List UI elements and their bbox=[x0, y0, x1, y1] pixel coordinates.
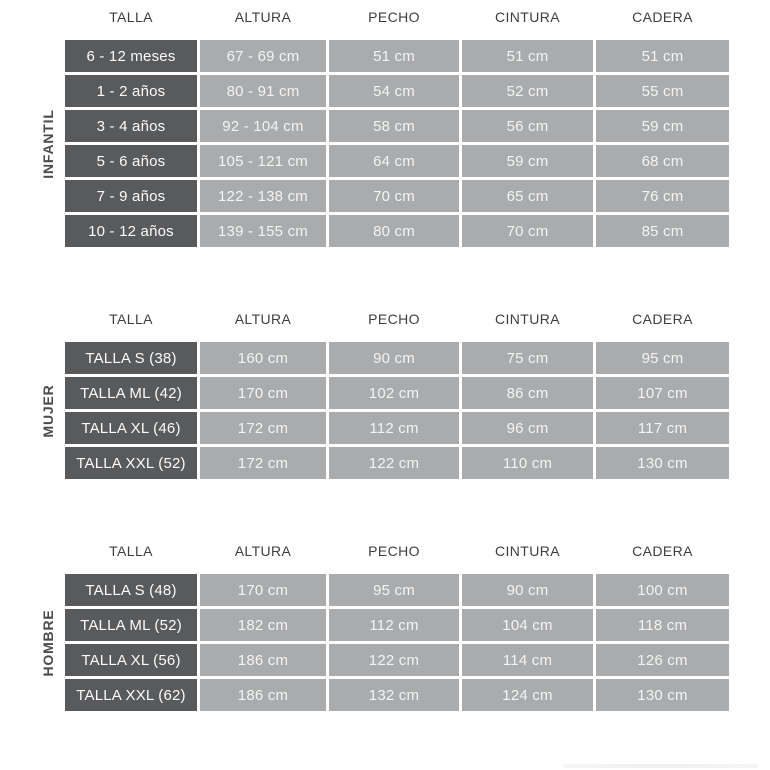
column-header-altura: ALTURA bbox=[234, 311, 292, 327]
size-cell: TALLA S (38) bbox=[65, 342, 197, 374]
table-body bbox=[40, 40, 729, 247]
table-body bbox=[40, 342, 729, 479]
value-cell: 59 cm bbox=[596, 110, 729, 142]
value-cell: 170 cm bbox=[200, 574, 326, 606]
value-cell: 112 cm bbox=[329, 412, 459, 444]
value-cell: 130 cm bbox=[596, 679, 729, 711]
table-row bbox=[65, 40, 729, 72]
value-cell: 68 cm bbox=[596, 145, 729, 177]
value-cell: 186 cm bbox=[200, 679, 326, 711]
section-mujer bbox=[40, 310, 729, 479]
value-cell: 118 cm bbox=[596, 609, 729, 641]
column-header-talla: TALLA bbox=[109, 9, 153, 25]
table-row bbox=[65, 447, 729, 479]
value-cell: 58 cm bbox=[329, 110, 459, 142]
size-cell: 7 - 9 años bbox=[65, 180, 197, 212]
value-cell: 90 cm bbox=[329, 342, 459, 374]
value-cell: 139 - 155 cm bbox=[200, 215, 326, 247]
column-header-cadera: CADERA bbox=[632, 311, 693, 327]
value-cell: 110 cm bbox=[462, 447, 593, 479]
value-cell: 130 cm bbox=[596, 447, 729, 479]
value-cell: 100 cm bbox=[596, 574, 729, 606]
value-cell: 85 cm bbox=[596, 215, 729, 247]
value-cell: 55 cm bbox=[596, 75, 729, 107]
value-cell: 95 cm bbox=[596, 342, 729, 374]
size-cell: TALLA S (48) bbox=[65, 574, 197, 606]
table-row bbox=[65, 215, 729, 247]
table-row bbox=[65, 342, 729, 374]
size-cell: TALLA ML (52) bbox=[65, 609, 197, 641]
table-row bbox=[65, 644, 729, 676]
column-header-pecho: PECHO bbox=[368, 9, 420, 25]
table-row bbox=[65, 377, 729, 409]
value-cell: 114 cm bbox=[462, 644, 593, 676]
value-cell: 95 cm bbox=[329, 574, 459, 606]
section-label-hombre: HOMBRE bbox=[40, 608, 56, 677]
value-cell: 70 cm bbox=[329, 180, 459, 212]
value-cell: 105 - 121 cm bbox=[200, 145, 326, 177]
value-cell: 172 cm bbox=[200, 412, 326, 444]
table-row bbox=[65, 75, 729, 107]
value-cell: 52 cm bbox=[462, 75, 593, 107]
size-cell: 5 - 6 años bbox=[65, 145, 197, 177]
value-cell: 96 cm bbox=[462, 412, 593, 444]
value-cell: 70 cm bbox=[462, 215, 593, 247]
value-cell: 172 cm bbox=[200, 447, 326, 479]
value-cell: 67 - 69 cm bbox=[200, 40, 326, 72]
value-cell: 64 cm bbox=[329, 145, 459, 177]
section-label-mujer: MUJER bbox=[40, 383, 56, 438]
column-header-cintura: CINTURA bbox=[494, 543, 561, 559]
value-cell: 59 cm bbox=[462, 145, 593, 177]
value-cell: 122 - 138 cm bbox=[200, 180, 326, 212]
faint-watermark bbox=[563, 764, 758, 768]
size-cell: TALLA XXL (62) bbox=[65, 679, 197, 711]
value-cell: 122 cm bbox=[329, 644, 459, 676]
value-cell: 112 cm bbox=[329, 609, 459, 641]
column-header-cadera: CADERA bbox=[632, 543, 693, 559]
value-cell: 75 cm bbox=[462, 342, 593, 374]
table-row bbox=[65, 110, 729, 142]
size-cell: 10 - 12 años bbox=[65, 215, 197, 247]
value-cell: 107 cm bbox=[596, 377, 729, 409]
size-cell: 6 - 12 meses bbox=[65, 40, 197, 72]
section-infantil bbox=[40, 8, 729, 247]
column-header-row bbox=[65, 542, 729, 560]
value-cell: 132 cm bbox=[329, 679, 459, 711]
value-cell: 102 cm bbox=[329, 377, 459, 409]
value-cell: 124 cm bbox=[462, 679, 593, 711]
column-header-row bbox=[65, 310, 729, 328]
column-header-altura: ALTURA bbox=[234, 9, 292, 25]
value-cell: 56 cm bbox=[462, 110, 593, 142]
value-cell: 51 cm bbox=[462, 40, 593, 72]
column-header-cadera: CADERA bbox=[632, 9, 693, 25]
table-row bbox=[65, 180, 729, 212]
value-cell: 186 cm bbox=[200, 644, 326, 676]
value-cell: 80 cm bbox=[329, 215, 459, 247]
column-header-talla: TALLA bbox=[109, 311, 153, 327]
column-header-pecho: PECHO bbox=[368, 311, 420, 327]
value-cell: 51 cm bbox=[596, 40, 729, 72]
value-cell: 182 cm bbox=[200, 609, 326, 641]
value-cell: 51 cm bbox=[329, 40, 459, 72]
size-cell: 1 - 2 años bbox=[65, 75, 197, 107]
column-header-pecho: PECHO bbox=[368, 543, 420, 559]
table-body bbox=[40, 574, 729, 711]
size-cell: TALLA XL (46) bbox=[65, 412, 197, 444]
value-cell: 117 cm bbox=[596, 412, 729, 444]
value-cell: 86 cm bbox=[462, 377, 593, 409]
table-row bbox=[65, 145, 729, 177]
column-header-cintura: CINTURA bbox=[494, 311, 561, 327]
value-cell: 170 cm bbox=[200, 377, 326, 409]
section-hombre bbox=[40, 542, 729, 711]
value-cell: 122 cm bbox=[329, 447, 459, 479]
column-header-row bbox=[65, 8, 729, 26]
value-cell: 104 cm bbox=[462, 609, 593, 641]
column-header-altura: ALTURA bbox=[234, 543, 292, 559]
value-cell: 65 cm bbox=[462, 180, 593, 212]
value-cell: 90 cm bbox=[462, 574, 593, 606]
table-row bbox=[65, 412, 729, 444]
value-cell: 80 - 91 cm bbox=[200, 75, 326, 107]
size-cell: 3 - 4 años bbox=[65, 110, 197, 142]
table-row bbox=[65, 679, 729, 711]
value-cell: 160 cm bbox=[200, 342, 326, 374]
column-header-talla: TALLA bbox=[109, 543, 153, 559]
section-label-infantil: INFANTIL bbox=[40, 108, 56, 179]
value-cell: 92 - 104 cm bbox=[200, 110, 326, 142]
size-cell: TALLA XXL (52) bbox=[65, 447, 197, 479]
value-cell: 76 cm bbox=[596, 180, 729, 212]
value-cell: 126 cm bbox=[596, 644, 729, 676]
size-cell: TALLA ML (42) bbox=[65, 377, 197, 409]
value-cell: 54 cm bbox=[329, 75, 459, 107]
column-header-cintura: CINTURA bbox=[494, 9, 561, 25]
table-row bbox=[65, 609, 729, 641]
size-cell: TALLA XL (56) bbox=[65, 644, 197, 676]
table-row bbox=[65, 574, 729, 606]
